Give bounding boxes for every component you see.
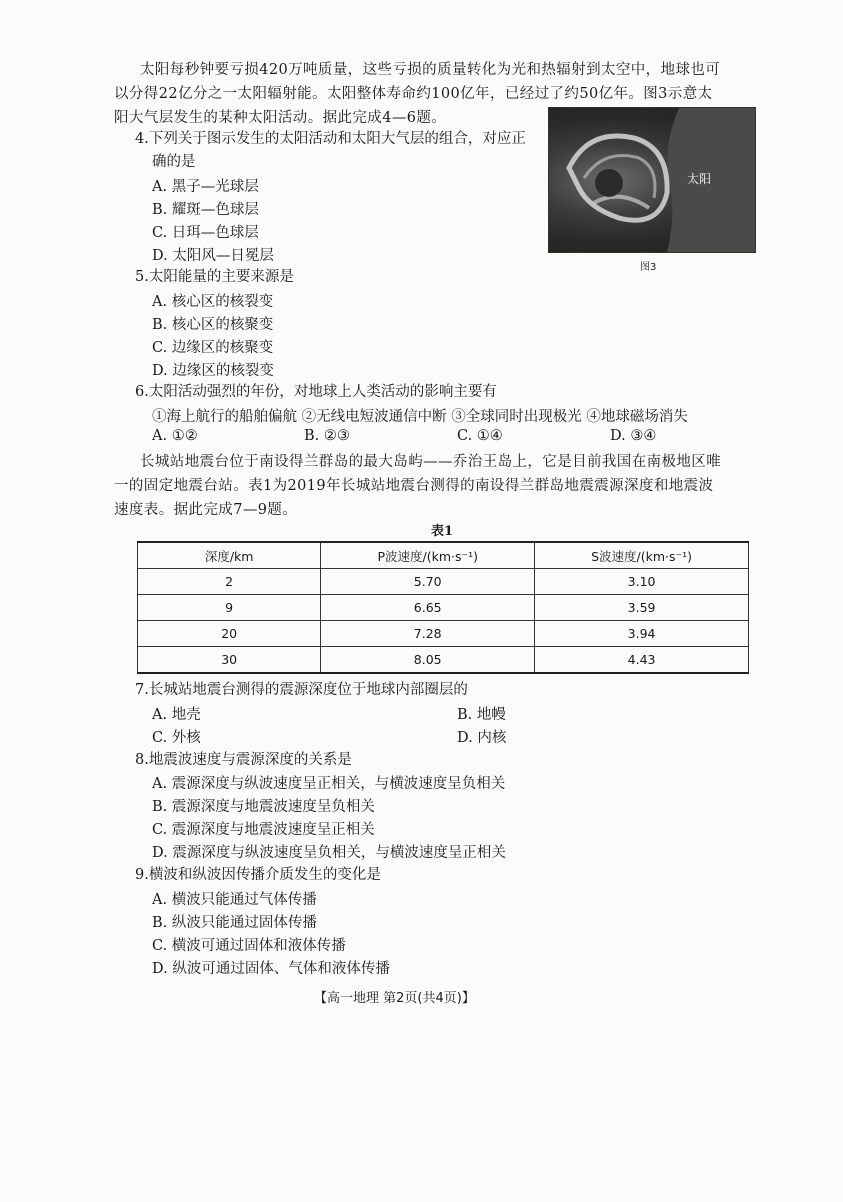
q5-option-b: B. 核心区的核聚变: [152, 317, 274, 333]
q5-option-a: A. 核心区的核裂变: [152, 294, 274, 310]
cell-p-velocity: 8.05: [321, 647, 535, 674]
q7-option-b: B. 地幔: [457, 707, 506, 723]
cell-s-velocity: 3.10: [535, 569, 749, 595]
header-s-wave: S波速度/(km·s⁻¹): [535, 542, 749, 569]
q4-option-b: B. 耀斑—色球层: [152, 202, 259, 218]
q5-option-c: C. 边缘区的核聚变: [152, 340, 274, 356]
question-4-stem-cont: 确的是: [152, 154, 196, 170]
cell-depth: 20: [138, 621, 321, 647]
q5-option-d: D. 边缘区的核裂变: [152, 363, 274, 379]
question-4-stem: 4.下列关于图示发生的太阳活动和太阳大气层的组合，对应正: [135, 131, 526, 147]
q8-option-d: D. 震源深度与纵波速度呈负相关，与横波速度呈正相关: [152, 845, 506, 861]
q6-option-c: C. ①④: [457, 428, 503, 444]
q7-option-d: D. 内核: [457, 730, 507, 746]
intro-paragraph-seismic: [114, 450, 754, 522]
q6-option-b: B. ②③: [304, 428, 350, 444]
q9-option-b: B. 纵波只能通过固体传播: [152, 915, 317, 931]
intro-line: 太阳每秒钟要亏损420万吨质量，这些亏损的质量转化为光和热辐射到太空中，地球也可: [140, 62, 721, 78]
q4-option-c: C. 日珥—色球层: [152, 225, 259, 241]
intro-line: 速度表。据此完成7—9题。: [114, 502, 298, 518]
question-6-stem: 6.太阳活动强烈的年份，对地球上人类活动的影响主要有: [135, 384, 497, 400]
q9-option-a: A. 横波只能通过气体传播: [152, 892, 317, 908]
intro-line: 阳大气层发生的某种太阳活动。据此完成4—6题。: [114, 110, 447, 126]
cell-p-velocity: 5.70: [321, 569, 535, 595]
table-caption: 表1: [431, 524, 454, 539]
table-row: [138, 621, 749, 647]
q9-option-c: C. 横波可通过固体和液体传播: [152, 938, 346, 954]
q6-option-d: D. ③④: [610, 428, 657, 444]
q6-items: ①海上航行的船舶偏航 ②无线电短波通信中断 ③全球同时出现极光 ④地球磁场消失: [152, 409, 688, 425]
prominence-graphic: [549, 108, 755, 252]
page-footer: 【高一地理 第2页(共4页)】: [314, 991, 475, 1006]
cell-s-velocity: 3.94: [535, 621, 749, 647]
solar-activity-photo: [548, 107, 756, 253]
q7-option-a: A. 地壳: [152, 707, 201, 723]
question-9-stem: 9.横波和纵波因传播介质发生的变化是: [135, 867, 381, 883]
cell-depth: 30: [138, 647, 321, 674]
cell-s-velocity: 4.43: [535, 647, 749, 674]
q8-option-b: B. 震源深度与地震波速度呈负相关: [152, 799, 375, 815]
q9-option-d: D. 纵波可通过固体、气体和液体传播: [152, 961, 390, 977]
q4-option-a: A. 黑子—光球层: [152, 179, 259, 195]
question-7-stem: 7.长城站地震台测得的震源深度位于地球内部圈层的: [135, 682, 468, 698]
table-row: [138, 569, 749, 595]
q4-option-d: D. 太阳风—日冕层: [152, 248, 274, 264]
cell-depth: 9: [138, 595, 321, 621]
intro-line: 一的固定地震台站。表1为2019年长城站地震台测得的南设得兰群岛地震震源深度和地震波: [114, 478, 714, 494]
intro-line: 长城站地震台位于南设得兰群岛的最大岛屿——乔治王岛上，它是目前我国在南极地区唯: [140, 454, 722, 470]
table-row: [138, 595, 749, 621]
cell-p-velocity: 6.65: [321, 595, 535, 621]
header-p-wave: P波速度/(km·s⁻¹): [321, 542, 535, 569]
q8-option-c: C. 震源深度与地震波速度呈正相关: [152, 822, 375, 838]
question-5-stem: 5.太阳能量的主要来源是: [135, 269, 294, 285]
figure-caption: 图3: [640, 262, 657, 273]
header-depth: 深度/km: [138, 542, 321, 569]
cell-p-velocity: 7.28: [321, 621, 535, 647]
table-row: [138, 647, 749, 674]
question-8-stem: 8.地震波速度与震源深度的关系是: [135, 752, 352, 768]
intro-line: 以分得22亿分之一太阳辐射能。太阳整体寿命约100亿年，已经过了约50亿年。图3示意太: [114, 86, 713, 102]
cell-depth: 2: [138, 569, 321, 595]
cell-s-velocity: 3.59: [535, 595, 749, 621]
table-header-row: [138, 542, 749, 569]
q7-option-c: C. 外核: [152, 730, 201, 746]
q8-option-a: A. 震源深度与纵波速度呈正相关，与横波速度呈负相关: [152, 776, 506, 792]
sun-label: 太阳: [687, 172, 712, 186]
q6-option-a: A. ①②: [152, 428, 198, 444]
seismic-velocity-table: [137, 541, 749, 674]
